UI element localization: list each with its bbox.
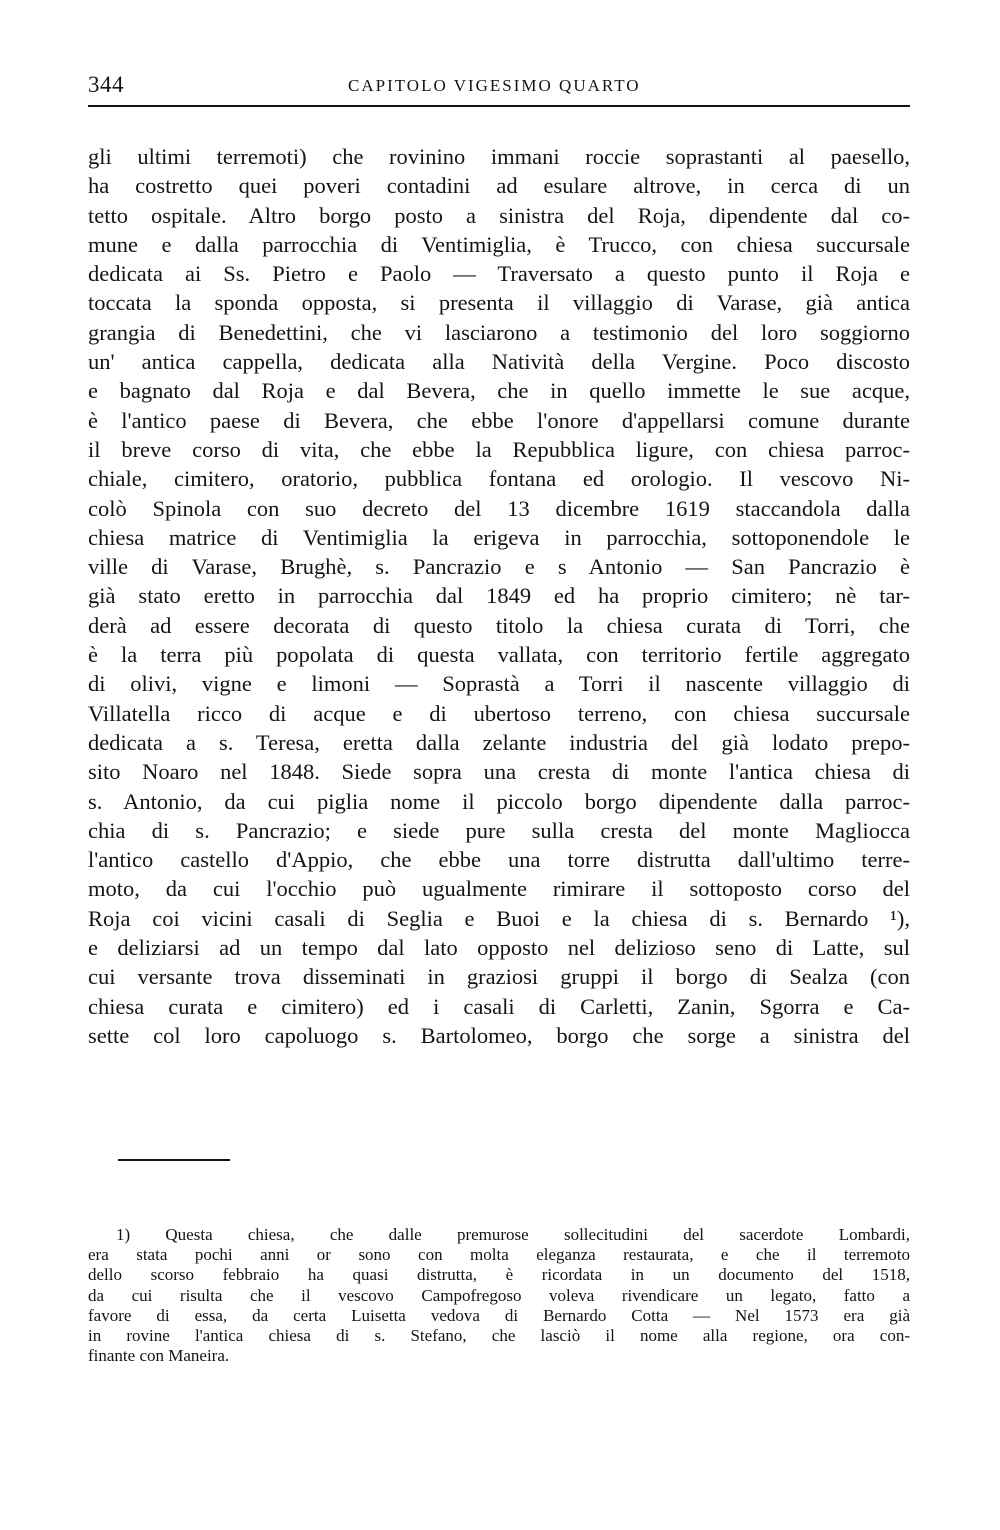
text-line: sette col loro capoluogo s. Bartolomeo, borgo che sorge a sinistra del — [88, 1022, 910, 1048]
text-line: chia di s. Pancrazio; e siede pure sulla cresta del monte Magliocca — [88, 817, 910, 843]
text-line: l'antico castello d'Appio, che ebbe una torre distrutta dall'ultimo terre- — [88, 847, 910, 873]
header-rule — [88, 105, 910, 107]
text-line: cui versante trova disseminati in graziosi gruppi il borgo di Sealza (con — [88, 964, 910, 990]
text-line: grangia di Benedettini, che vi lasciarono a testimonio del loro soggiorno — [88, 319, 910, 345]
body-text — [88, 142, 910, 1050]
footnote-line: dello scorso febbraio ha quasi distrutta, è ricordata in un documento del 1518, — [88, 1265, 910, 1285]
footnote-rule — [118, 1159, 230, 1161]
text-line: un' antica cappella, dedicata alla Natività della Vergine. Poco discosto — [88, 349, 910, 375]
footnote-line: da cui risulta che il vescovo Campofregoso voleva rivendicare un legato, fatto a — [88, 1285, 910, 1305]
text-line: mune e dalla parrocchia di Ventimiglia, è Trucco, con chiesa succursale — [88, 231, 910, 257]
text-line: è la terra più popolata di questa vallata, con territorio fertile aggregato — [88, 642, 910, 668]
text-line: Villatella ricco di acque e di ubertoso terreno, con chiesa succursale — [88, 700, 910, 726]
text-line: il breve corso di vita, che ebbe la Repubblica ligure, con chiesa parroc- — [88, 436, 910, 462]
text-line: e bagnato dal Roja e dal Bevera, che in quello immette le sue acque, — [88, 378, 910, 404]
text-line: s. Antonio, da cui piglia nome il piccolo borgo dipendente dalla parroc- — [88, 788, 910, 814]
text-line: dedicata ai Ss. Pietro e Paolo — Traversato a questo punto il Roja e — [88, 261, 910, 287]
text-line: tetto ospitale. Altro borgo posto a sinistra del Roja, dipendente dal co- — [88, 202, 910, 228]
text-line: colò Spinola con suo decreto del 13 dicembre 1619 staccandola dalla — [88, 495, 910, 521]
text-line: è l'antico paese di Bevera, che ebbe l'onore d'appellarsi comune durante — [88, 407, 910, 433]
footnote — [88, 1225, 910, 1366]
text-line: chiale, cimitero, oratorio, pubblica fontana ed orologio. Il vescovo Ni- — [88, 466, 910, 492]
text-line: ville di Varase, Brughè, s. Pancrazio e s Antonio — San Pancrazio è — [88, 554, 910, 580]
text-line: e deliziarsi ad un tempo dal lato opposto nel delizioso seno di Latte, sul — [88, 935, 910, 961]
text-line: ha costretto quei poveri contadini ad esulare altrove, in cerca di un — [88, 173, 910, 199]
footnote-line: in rovine l'antica chiesa di s. Stefano, che lasciò il nome alla regione, ora con- — [88, 1325, 910, 1345]
text-line: derà ad essere decorata di questo titolo la chiesa curata di Torri, che — [88, 612, 910, 638]
text-line: moto, da cui l'occhio può ugualmente rimirare il sottoposto corso del — [88, 876, 910, 902]
footnote-line: finante con Maneira. — [88, 1346, 230, 1366]
text-line: gli ultimi terremoti) che rovinino immani roccie soprastanti al paesello, — [88, 144, 910, 169]
text-line: già stato eretto in parrocchia dal 1849 ed ha proprio cimitero; nè tar- — [88, 583, 910, 609]
footnote-line: 1) Questa chiesa, che dalle premurose sollecitudini del sacerdote Lombardi, — [116, 1225, 910, 1244]
text-line: sito Noaro nel 1848. Siede sopra una cresta di monte l'antica chiesa di — [88, 759, 910, 785]
page-number: 344 — [88, 72, 124, 97]
text-line: di olivi, vigne e limoni — Soprastà a Torri il nascente villaggio di — [88, 671, 910, 697]
text-line: chiesa curata e cimitero) ed i casali di Carletti, Zanin, Sgorra e Ca- — [88, 993, 910, 1019]
text-line: dedicata a s. Teresa, eretta dalla zelante industria del già lodato prepo- — [88, 729, 910, 755]
text-line: toccata la sponda opposta, si presenta il villaggio di Varase, già antica — [88, 290, 910, 316]
running-head: CAPITOLO VIGESIMO QUARTO — [348, 76, 641, 95]
text-line: chiesa matrice di Ventimiglia la erigeva in parrocchia, sottoponendole le — [88, 524, 910, 550]
text-line: Roja coi vicini casali di Seglia e Buoi e la chiesa di s. Bernardo ¹), — [88, 905, 910, 931]
page-header — [88, 72, 910, 102]
footnote-line: era stata pochi anni or sono con molta eleganza restaurata, e che il terremoto — [88, 1245, 910, 1265]
footnote-line: favore di essa, da certa Luisetta vedova di Bernardo Cotta — Nel 1573 era già — [88, 1305, 910, 1325]
